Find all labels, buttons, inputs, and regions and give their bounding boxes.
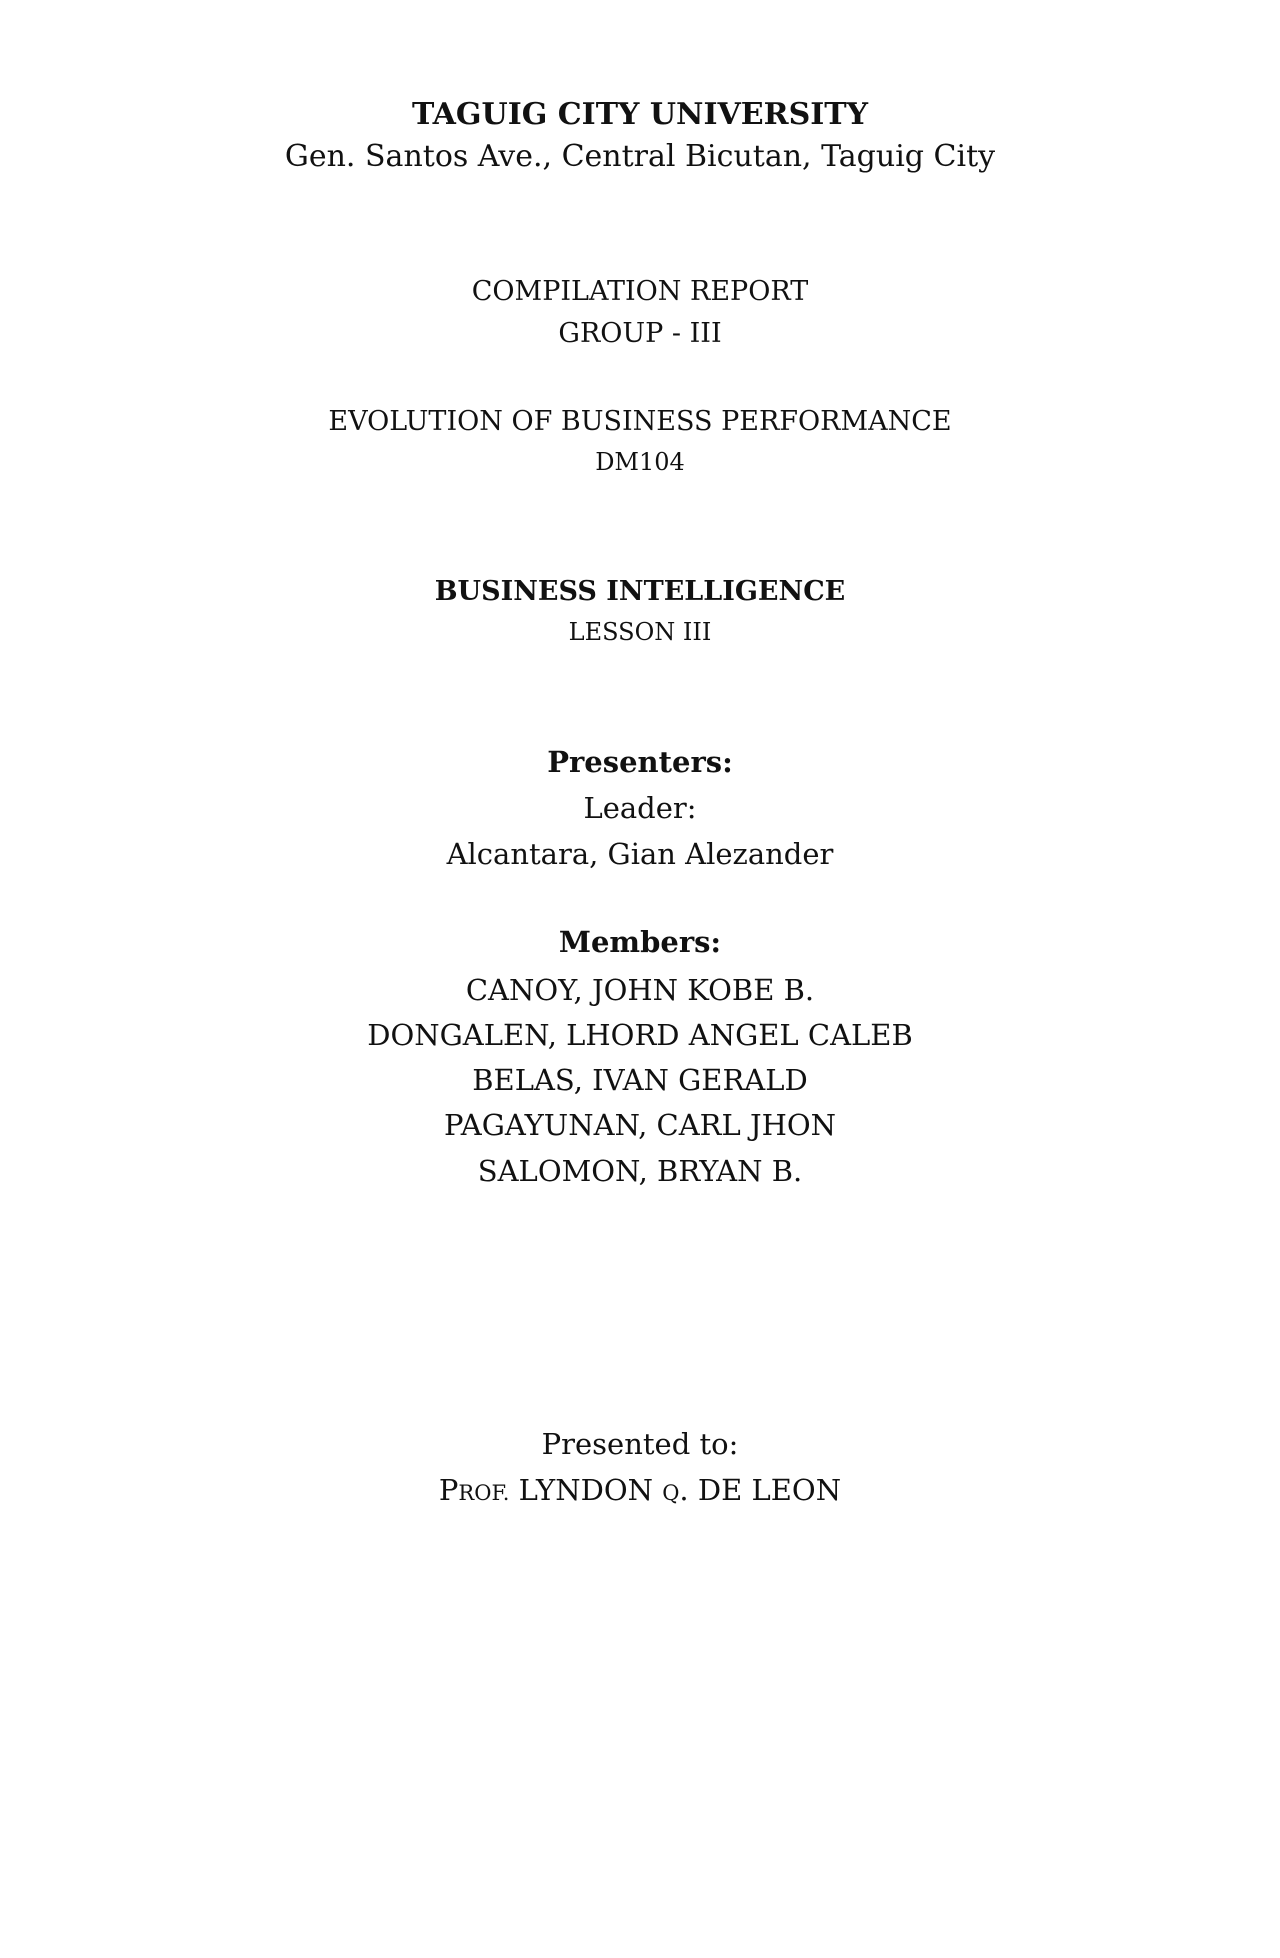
leader-name: Alcantara, Gian Alezander <box>446 837 834 871</box>
member-name: PAGAYUNAN, CARL JHON <box>443 1108 837 1142</box>
report-topic: EVOLUTION OF BUSINESS PERFORMANCE <box>328 406 952 437</box>
presented-to-label: Presented to: <box>541 1427 739 1461</box>
professor-name <box>0 1473 1280 1507</box>
course-code: DM104 <box>595 448 685 476</box>
report-title: COMPILATION REPORT <box>471 276 809 307</box>
member-name: CANOY, JOHN KOBE B. <box>465 973 815 1007</box>
professor-name-last: . DE LEON <box>679 1473 842 1507</box>
professor-middle-initial: Q <box>662 1481 680 1505</box>
member-name: BELAS, IVAN GERALD <box>472 1063 808 1097</box>
member-name: DONGALEN, LHORD ANGEL CALEB <box>367 1018 913 1052</box>
university-name: TAGUIG CITY UNIVERSITY <box>411 97 869 132</box>
professor-title-rest: ROF. <box>458 1481 510 1505</box>
members-heading: Members: <box>558 925 722 959</box>
member-name: SALOMON, BRYAN B. <box>477 1154 803 1188</box>
presenters-heading: Presenters: <box>547 745 733 779</box>
leader-label: Leader: <box>583 791 697 825</box>
subject-name: BUSINESS INTELLIGENCE <box>434 576 846 607</box>
group-label: GROUP - III <box>558 318 722 349</box>
university-address: Gen. Santos Ave., Central Bicutan, Taguig City <box>284 139 996 174</box>
professor-name-first: LYNDON <box>509 1473 663 1507</box>
lesson-label: LESSON III <box>568 618 712 646</box>
professor-title-initial: P <box>438 1473 459 1507</box>
